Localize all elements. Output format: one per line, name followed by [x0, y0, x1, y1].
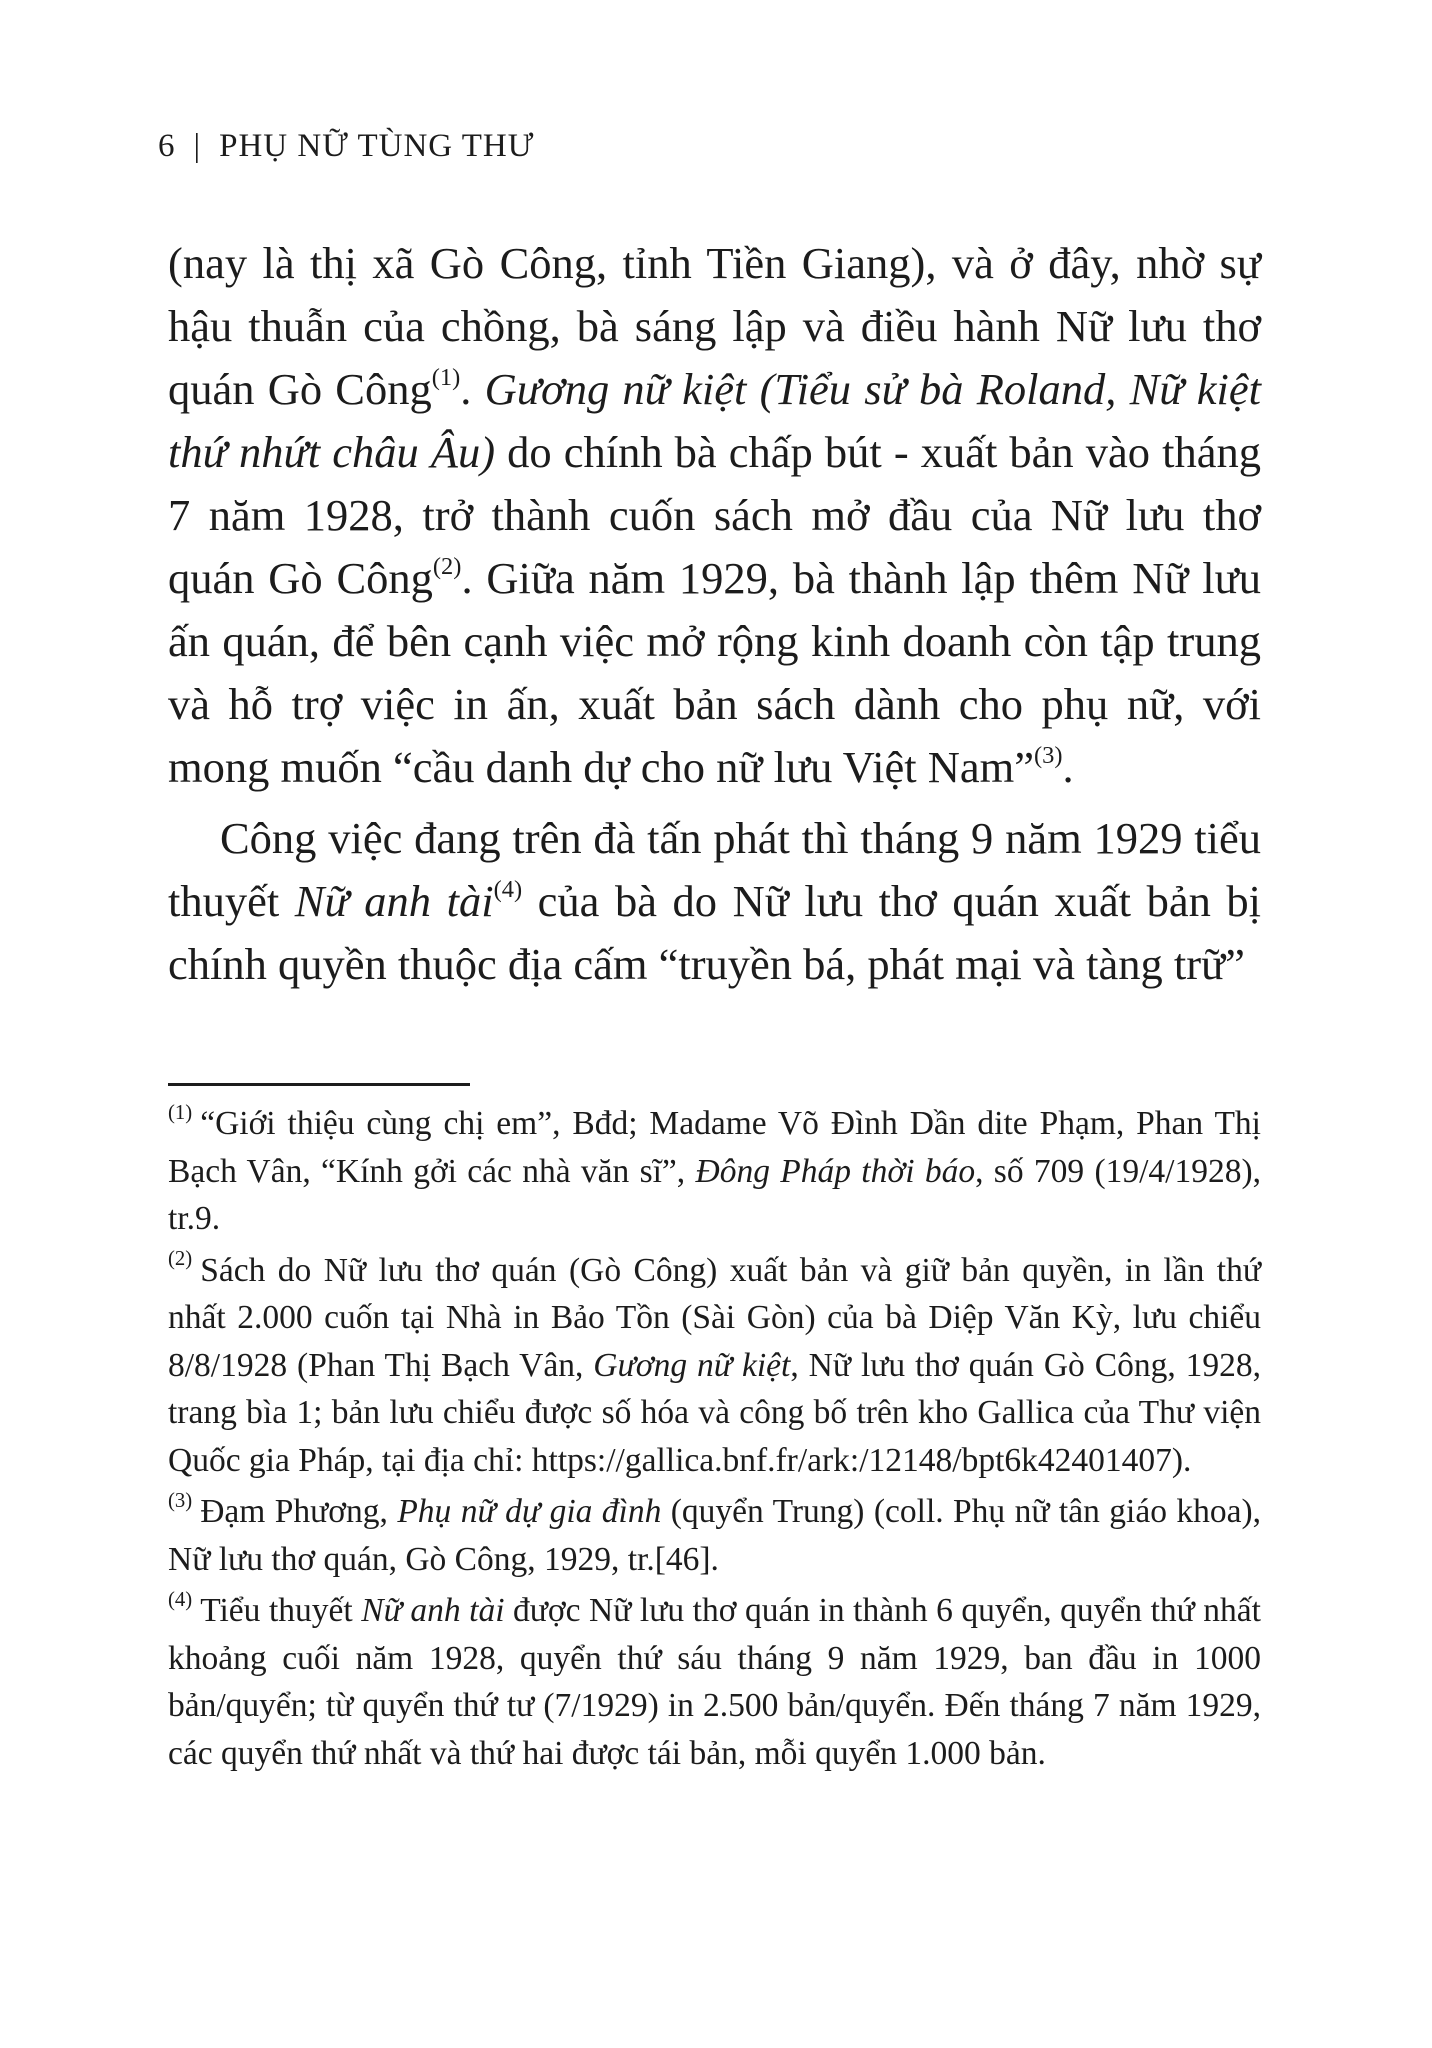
text-run: .: [460, 364, 485, 414]
text-run: (nay là thị xã Gò Công, tỉnh Tiền Giang), và ở đây, nhờ sự hậu thuẫn của chồng, bà sáng lập và điều hành Nữ lưu thơ quán Gò Công: [168, 238, 1261, 414]
running-header: [158, 128, 534, 165]
footnote-number: (1): [168, 1100, 193, 1124]
footnote-1: [168, 1100, 1261, 1243]
novel-title-italic: Nữ anh tài: [294, 876, 494, 926]
paragraph-1: [168, 232, 1261, 799]
footnotes: [168, 1100, 1261, 1781]
footnote-italic: Đông Pháp thời báo: [695, 1152, 976, 1190]
footnote-text: “Giới thiệu cùng chị em”, Bđd; Madame Võ Đình Dần dite Phạm, Phan Thị Bạch Vân, “Kính gởi các nhà văn sĩ”,: [168, 1105, 1261, 1190]
footnote-italic: Phụ nữ dự gia đình: [397, 1493, 662, 1530]
footnote-text: (quyển Trung) (coll. Phụ nữ tân giáo khoa), Nữ lưu thơ quán, Gò Công, 1929, tr.[46].: [168, 1493, 1262, 1578]
page-number: 6: [158, 128, 176, 164]
footnote-3: [168, 1488, 1261, 1583]
paragraph-2: [168, 807, 1261, 996]
footnote-divider: [168, 1083, 470, 1086]
footnote-italic: Gương nữ kiệt: [593, 1346, 791, 1384]
text-run: của bà do Nữ lưu thơ quán xuất bản bị chính quyền thuộc địa cấm “truyền bá, phát mại và tàng trữ”: [168, 876, 1261, 989]
footnote-text: Sách do Nữ lưu thơ quán (Gò Công) xuất bản và giữ bản quyền, in lần thứ nhất 2.000 cuốn tại Nhà in Bảo Tồn (Sài Gòn) của bà Diệp Văn Kỳ, lưu chiểu 8/8/1928 (Phan Thị Bạch Vân,: [168, 1251, 1261, 1384]
footnote-number: (2): [168, 1247, 193, 1271]
footnote-ref-4: (4): [493, 875, 523, 903]
footnote-text: Đạm Phương,: [200, 1493, 398, 1530]
footnote-text: , số 709 (19/4/1928), tr.9.: [168, 1152, 1261, 1237]
text-run: do chính bà chấp bút - xuất bản vào tháng 7 năm 1928, trở thành cuốn sách mở đầu của Nữ lưu thơ quán Gò Công: [168, 427, 1261, 603]
footnote-ref-3: (3): [1033, 741, 1063, 769]
footnote-number: (3): [168, 1488, 193, 1512]
header-separator: |: [193, 128, 202, 164]
footnote-text: , Nữ lưu thơ quán Gò Công, 1928, trang bìa 1; bản lưu chiểu được số hóa và công bố trên kho Gallica của Thư viện Quốc gia Pháp, tại địa chỉ: https://gallica.bnf.fr/ark:/12148/bpt6k42401407).: [168, 1346, 1261, 1479]
text-run: .: [1062, 742, 1074, 792]
footnote-text: Tiểu thuyết: [200, 1592, 362, 1629]
footnote-2: [168, 1247, 1261, 1485]
footnote-text: được Nữ lưu thơ quán in thành 6 quyển, quyển thứ nhất khoảng cuối năm 1928, quyển thứ sáu tháng 9 năm 1929, ban đầu in 1000 bản/quyển; từ quyển thứ tư (7/1929) in 2.500 bản/quyển. Đến tháng 7 năm 1929, các quyển thứ nhất và thứ hai được tái bản, mỗi quyển 1.000 bản.: [168, 1592, 1261, 1772]
book-title-italic: Gương nữ kiệt (Tiểu sử bà Roland, Nữ kiệt thứ nhứt châu Âu): [168, 364, 1261, 477]
main-text: [168, 232, 1261, 996]
footnote-italic: Nữ anh tài: [361, 1592, 505, 1629]
footnote-4: [168, 1587, 1261, 1777]
footnote-ref-2: (2): [432, 552, 462, 580]
footnote-number: (4): [168, 1587, 193, 1611]
book-title: PHỤ NỮ TÙNG THƯ: [219, 128, 535, 164]
text-run: . Giữa năm 1929, bà thành lập thêm Nữ lưu ấn quán, để bên cạnh việc mở rộng kinh doanh còn tập trung và hỗ trợ việc in ấn, xuất bản sách dành cho phụ nữ, với mong muốn “cầu danh dự cho nữ lưu Việt Nam”: [168, 553, 1261, 792]
text-run: Công việc đang trên đà tấn phát thì tháng 9 năm 1929 tiểu thuyết: [168, 813, 1261, 926]
footnote-ref-1: (1): [431, 363, 461, 391]
